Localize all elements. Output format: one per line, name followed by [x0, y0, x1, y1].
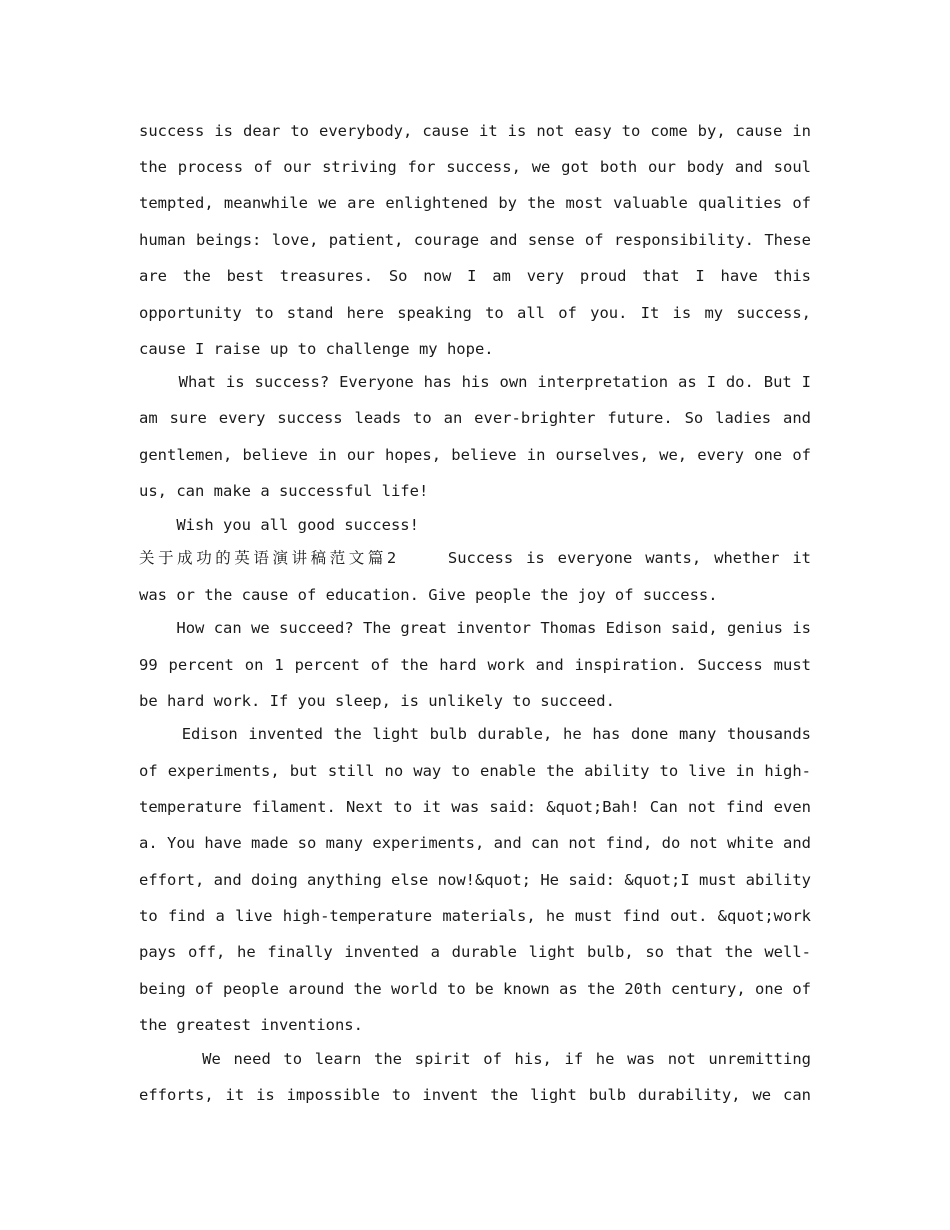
text-line: being of people around the world to be known as the 20th century, one of	[139, 980, 811, 998]
text-line: 99 percent on 1 percent of the hard work and inspiration. Success must	[139, 656, 811, 674]
section-heading-line: 关于成功的英语演讲稿范文篇2 Success is everyone wants, whether it	[139, 549, 811, 567]
text-line: effort, and doing anything else now!&quot; He said: &quot;I must ability	[139, 871, 811, 889]
text-line: us, can make a successful life!	[139, 482, 429, 500]
text-line: the greatest inventions.	[139, 1016, 363, 1034]
text-line: We need to learn the spirit of his, if he was not unremitting	[139, 1050, 811, 1068]
text-line: the process of our striving for success, we got both our body and soul	[139, 158, 811, 176]
text-line: was or the cause of education. Give people the joy of success.	[139, 586, 718, 604]
text-line: Edison invented the light bulb durable, he has done many thousands	[139, 725, 811, 743]
text-line: to find a live high-temperature materials, he must find out. &quot;work	[139, 907, 811, 925]
text-line: am sure every success leads to an ever-brighter future. So ladies and	[139, 409, 811, 427]
text-line: gentlemen, believe in our hopes, believe in ourselves, we, every one of	[139, 446, 811, 464]
text-line: cause I raise up to challenge my hope.	[139, 340, 494, 358]
text-line: temperature filament. Next to it was said: &quot;Bah! Can not find even	[139, 798, 811, 816]
text-line: human beings: love, patient, courage and sense of responsibility. These	[139, 231, 811, 249]
text-line: a. You have made so many experiments, and can not find, do not white and	[139, 834, 811, 852]
text-line: tempted, meanwhile we are enlightened by the most valuable qualities of	[139, 194, 811, 212]
text-line: How can we succeed? The great inventor Thomas Edison said, genius is	[139, 619, 811, 637]
text-line: What is success? Everyone has his own interpretation as I do. But I	[139, 373, 811, 391]
text-line: pays off, he finally invented a durable light bulb, so that the well-	[139, 943, 811, 961]
text-line: opportunity to stand here speaking to all of you. It is my success,	[139, 304, 811, 322]
text-line: success is dear to everybody, cause it is not easy to come by, cause in	[139, 122, 811, 140]
text-line: of experiments, but still no way to enable the ability to live in high-	[139, 762, 811, 780]
text-line: be hard work. If you sleep, is unlikely to succeed.	[139, 692, 615, 710]
text-line: Wish you all good success!	[139, 516, 419, 534]
text-line: efforts, it is impossible to invent the light bulb durability, we can	[139, 1086, 811, 1104]
text-line: are the best treasures. So now I am very proud that I have this	[139, 267, 811, 285]
